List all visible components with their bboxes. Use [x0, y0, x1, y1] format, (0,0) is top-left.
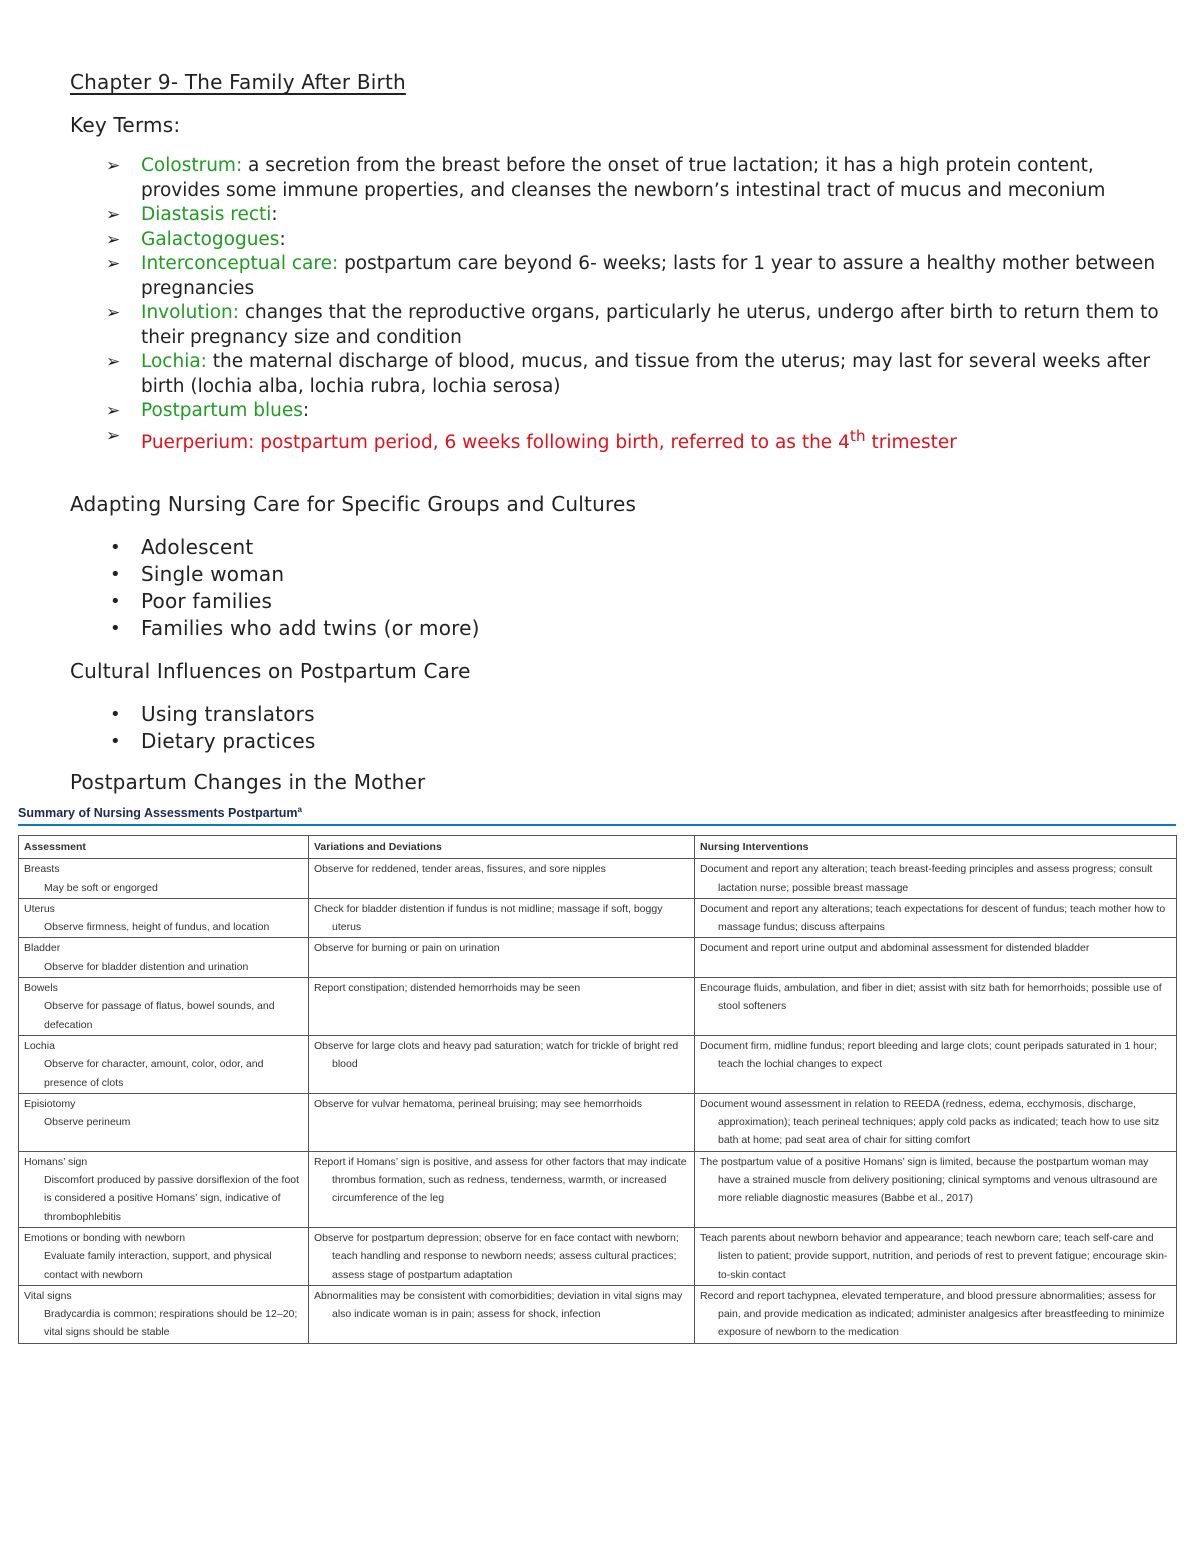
key-term-definition: postpartum period, 6 weeks following birth, referred to as the 4 — [254, 431, 850, 453]
table-row — [19, 859, 1177, 899]
cell-variations — [309, 898, 695, 938]
assessment-name: Emotions or bonding with newborn — [24, 1231, 186, 1244]
bullet-dot-icon: • — [110, 537, 121, 558]
table-row — [19, 1285, 1177, 1343]
cell-assessment — [19, 938, 309, 978]
key-term-name: Colostrum: — [141, 155, 243, 176]
table-title-rule — [18, 824, 1176, 826]
bullet-text: Poor families — [141, 589, 273, 613]
key-term-tail: trimester — [865, 431, 957, 453]
adapting-heading: Adapting Nursing Care for Specific Groups and Cultures — [70, 492, 637, 516]
bullet-item — [70, 534, 970, 561]
key-term-name: Postpartum blues — [141, 400, 303, 421]
key-term-name: Diastasis recti — [141, 204, 272, 225]
cell-interventions — [695, 1151, 1177, 1227]
variations-text: Report constipation; distended hemorrhoids may be seen — [314, 982, 581, 995]
cell-variations — [309, 1093, 695, 1151]
changes-heading: Postpartum Changes in the Mother — [70, 770, 426, 794]
adapting-list — [70, 534, 970, 642]
key-term-item — [70, 154, 1160, 203]
assessment-name: Episiotomy — [24, 1097, 76, 1110]
key-terms-heading: Key Terms: — [70, 113, 181, 137]
bullet-text: Adolescent — [141, 535, 254, 559]
cell-assessment — [19, 1093, 309, 1151]
cell-interventions — [695, 1035, 1177, 1093]
interventions-text: Document and report any alteration; teach breast-feeding principles and assess progress; consult lactation nurse; possible breast massage — [700, 863, 1153, 894]
variations-text: Check for bladder distention if fundus is not midline; massage if soft, boggy uterus — [314, 902, 663, 934]
cell-variations — [309, 978, 695, 1036]
key-term-definition: postpartum care beyond 6- weeks; lasts for 1 year to assure a healthy mother between pregnancies — [141, 253, 1156, 299]
arrow-bullet-icon: ➢ — [106, 229, 121, 250]
interventions-text: Teach parents about newborn behavior and appearance; teach newborn care; teach self-care and listen to patient; provide support, nutrition, and periods of rest to prevent fatigue; encourage skin-to-skin contact — [700, 1231, 1168, 1281]
assessment-name: Bladder — [24, 942, 61, 955]
cell-variations — [309, 938, 695, 978]
key-term-name: Lochia: — [141, 351, 207, 372]
key-term-definition: the maternal discharge of blood, mucus, and tissue from the uterus; may last for several weeks after birth (lochia alba, lochia rubra, lochia serosa) — [141, 351, 1151, 397]
cell-variations — [309, 1151, 695, 1227]
key-term-item — [70, 301, 1160, 350]
bullet-dot-icon: • — [110, 591, 121, 612]
variations-text: Observe for large clots and heavy pad saturation; watch for trickle of bright red blood — [314, 1039, 679, 1071]
key-terms-list — [70, 154, 1160, 455]
interventions-text: Record and report tachypnea, elevated temperature, and blood pressure abnormalities; assess for pain, and provide medication as indicated; administer analgesics after breastfeeding to minimize exposure of newborn to the medication — [700, 1289, 1165, 1339]
assessment-description: Evaluate family interaction, support, and physical contact with newborn — [44, 1250, 272, 1281]
interventions-text: Encourage fluids, ambulation, and fiber in diet; assist with sitz bath for hemorrhoids; possible use of stool softeners — [700, 982, 1162, 1013]
bullet-item — [70, 561, 970, 588]
bullet-dot-icon: • — [110, 564, 121, 585]
assessment-name: Vital signs — [24, 1289, 72, 1302]
cell-assessment — [19, 1285, 309, 1343]
assessment-description: May be soft or engorged — [44, 881, 158, 894]
chapter-title: Chapter 9- The Family After Birth — [70, 70, 406, 94]
table-row — [19, 1093, 1177, 1151]
variations-text: Observe for postpartum depression; observe for en face contact with newborn; teach handling and response to newborn needs; assess cultural practices; assess stage of postpartum adaptation — [314, 1231, 679, 1281]
bullet-text: Families who add twins (or more) — [141, 616, 480, 640]
cultural-list — [70, 701, 970, 755]
header-interventions: Nursing Interventions — [695, 836, 1177, 859]
cell-interventions — [695, 859, 1177, 899]
bullet-item — [70, 728, 970, 755]
bullet-dot-icon: • — [110, 731, 121, 752]
assessment-description: Observe for passage of flatus, bowel sounds, and defecation — [44, 1000, 275, 1031]
assessment-name: Breasts — [24, 863, 60, 876]
cell-interventions — [695, 1227, 1177, 1285]
assessment-description: Observe perineum — [44, 1116, 131, 1129]
bullet-text: Dietary practices — [141, 729, 316, 753]
bullet-text: Using translators — [141, 702, 315, 726]
cell-variations — [309, 1227, 695, 1285]
assessment-description: Observe for bladder distention and urination — [44, 960, 249, 973]
variations-text: Observe for reddened, tender areas, fissures, and sore nipples — [314, 863, 606, 876]
key-term-definition: : — [302, 400, 310, 421]
variations-text: Observe for burning or pain on urination — [314, 942, 500, 955]
assessment-table — [18, 835, 1177, 1344]
bullet-text: Single woman — [141, 562, 285, 586]
key-term-definition: changes that the reproductive organs, particularly he uterus, undergo after birth to return them to their pregnancy size and condition — [141, 302, 1159, 348]
interventions-text: Document and report urine output and abdominal assessment for distended bladder — [700, 942, 1090, 955]
interventions-text: Document wound assessment in relation to REEDA (redness, edema, ecchymosis, discharge, approximation); teach perineal techniques; apply cold packs as indicated; teach how to use sitz bath at home; pad seat area of chair for sitting comfort — [700, 1097, 1160, 1147]
cell-assessment — [19, 978, 309, 1036]
assessment-name: Bowels — [24, 982, 58, 995]
cell-variations — [309, 1285, 695, 1343]
table-title: Summary of Nursing Assessments Postpartum$^a$ — [18, 805, 302, 821]
bullet-item — [70, 588, 970, 615]
key-term-name: Puerperium: — [141, 431, 255, 453]
cell-variations — [309, 859, 695, 899]
interventions-text: Document firm, midline fundus; report bleeding and large clots; count peripads saturated in 1 hour; teach the lochial changes to expect — [700, 1039, 1158, 1071]
key-term-item — [70, 424, 1160, 456]
key-term-definition: : — [271, 204, 278, 225]
variations-text: Observe for vulvar hematoma, perineal bruising; may see hemorrhoids — [314, 1097, 642, 1110]
arrow-bullet-icon: ➢ — [106, 425, 121, 446]
key-term-name: Interconceptual care: — [141, 253, 339, 274]
key-term-sup: th — [849, 426, 866, 445]
header-variations: Variations and Deviations — [309, 836, 695, 859]
cell-interventions — [695, 978, 1177, 1036]
arrow-bullet-icon: ➢ — [106, 205, 121, 225]
variations-text: Report if Homans’ sign is positive, and assess for other factors that may indicate thrombus formation, such as redness, tenderness, warmth, or increased circumference of the leg — [314, 1155, 687, 1205]
table-row — [19, 1227, 1177, 1285]
table-row — [19, 1151, 1177, 1227]
bullet-dot-icon: • — [110, 704, 121, 725]
arrow-bullet-icon: ➢ — [106, 156, 121, 176]
table-row — [19, 938, 1177, 978]
assessment-name: Uterus — [24, 902, 55, 915]
table-row — [19, 1035, 1177, 1093]
arrow-bullet-icon: ➢ — [106, 254, 121, 274]
key-term-name: Galactogogues — [141, 228, 280, 250]
bullet-item — [70, 615, 970, 642]
arrow-bullet-icon: ➢ — [106, 352, 121, 372]
arrow-bullet-icon: ➢ — [106, 401, 121, 421]
cell-interventions — [695, 1093, 1177, 1151]
key-term-item — [70, 228, 1160, 253]
assessment-name: Lochia — [24, 1039, 55, 1052]
key-term-item — [70, 203, 1160, 228]
cell-variations — [309, 1035, 695, 1093]
cell-interventions — [695, 938, 1177, 978]
assessment-name: Homans’ sign — [24, 1155, 88, 1168]
table-header-row — [19, 836, 1177, 859]
assessment-description: Observe for character, amount, color, odor, and presence of clots — [44, 1058, 264, 1089]
cell-assessment — [19, 1035, 309, 1093]
table-row — [19, 898, 1177, 938]
interventions-text: Document and report any alterations; teach expectations for descent of fundus; teach mother how to massage fundus; discuss afterpains — [700, 902, 1166, 934]
cultural-heading: Cultural Influences on Postpartum Care — [70, 659, 471, 683]
cell-assessment — [19, 1151, 309, 1227]
cell-assessment — [19, 898, 309, 938]
key-term-item — [70, 399, 1160, 424]
table-row — [19, 978, 1177, 1036]
interventions-text: The postpartum value of a positive Homans’ sign is limited, because the postpartum woman may have a strained muscle from delivery positioning; clinical symptoms and venous ultrasound are more reliable diagnostic measures (Babbe et al., 2017) — [700, 1155, 1158, 1205]
header-assessment: Assessment — [19, 836, 309, 859]
assessment-description: Discomfort produced by passive dorsiflexion of the foot is considered a positive Homans’ sign, indicative of thrombophlebitis — [44, 1174, 300, 1223]
key-term-name: Involution: — [141, 302, 239, 323]
key-term-item — [70, 252, 1160, 301]
key-term-definition: : — [279, 228, 286, 250]
assessment-description: Bradycardia is common; respirations should be 12–20; vital signs should be stable — [44, 1308, 298, 1339]
key-term-definition: a secretion from the breast before the onset of true lactation; it has a high protein content, provides some immune properties, and cleanses the newborn’s intestinal tract of mucus and meconium — [141, 155, 1106, 201]
arrow-bullet-icon: ➢ — [106, 303, 121, 323]
bullet-dot-icon: • — [110, 618, 121, 639]
cell-assessment — [19, 1227, 309, 1285]
assessment-description: Observe firmness, height of fundus, and location — [44, 921, 270, 934]
cell-assessment — [19, 859, 309, 899]
key-term-item — [70, 350, 1160, 399]
cell-interventions — [695, 898, 1177, 938]
cell-interventions — [695, 1285, 1177, 1343]
variations-text: Abnormalities may be consistent with comorbidities; deviation in vital signs may also indicate woman is in pain; assess for shock, infection — [314, 1289, 683, 1321]
bullet-item — [70, 701, 970, 728]
